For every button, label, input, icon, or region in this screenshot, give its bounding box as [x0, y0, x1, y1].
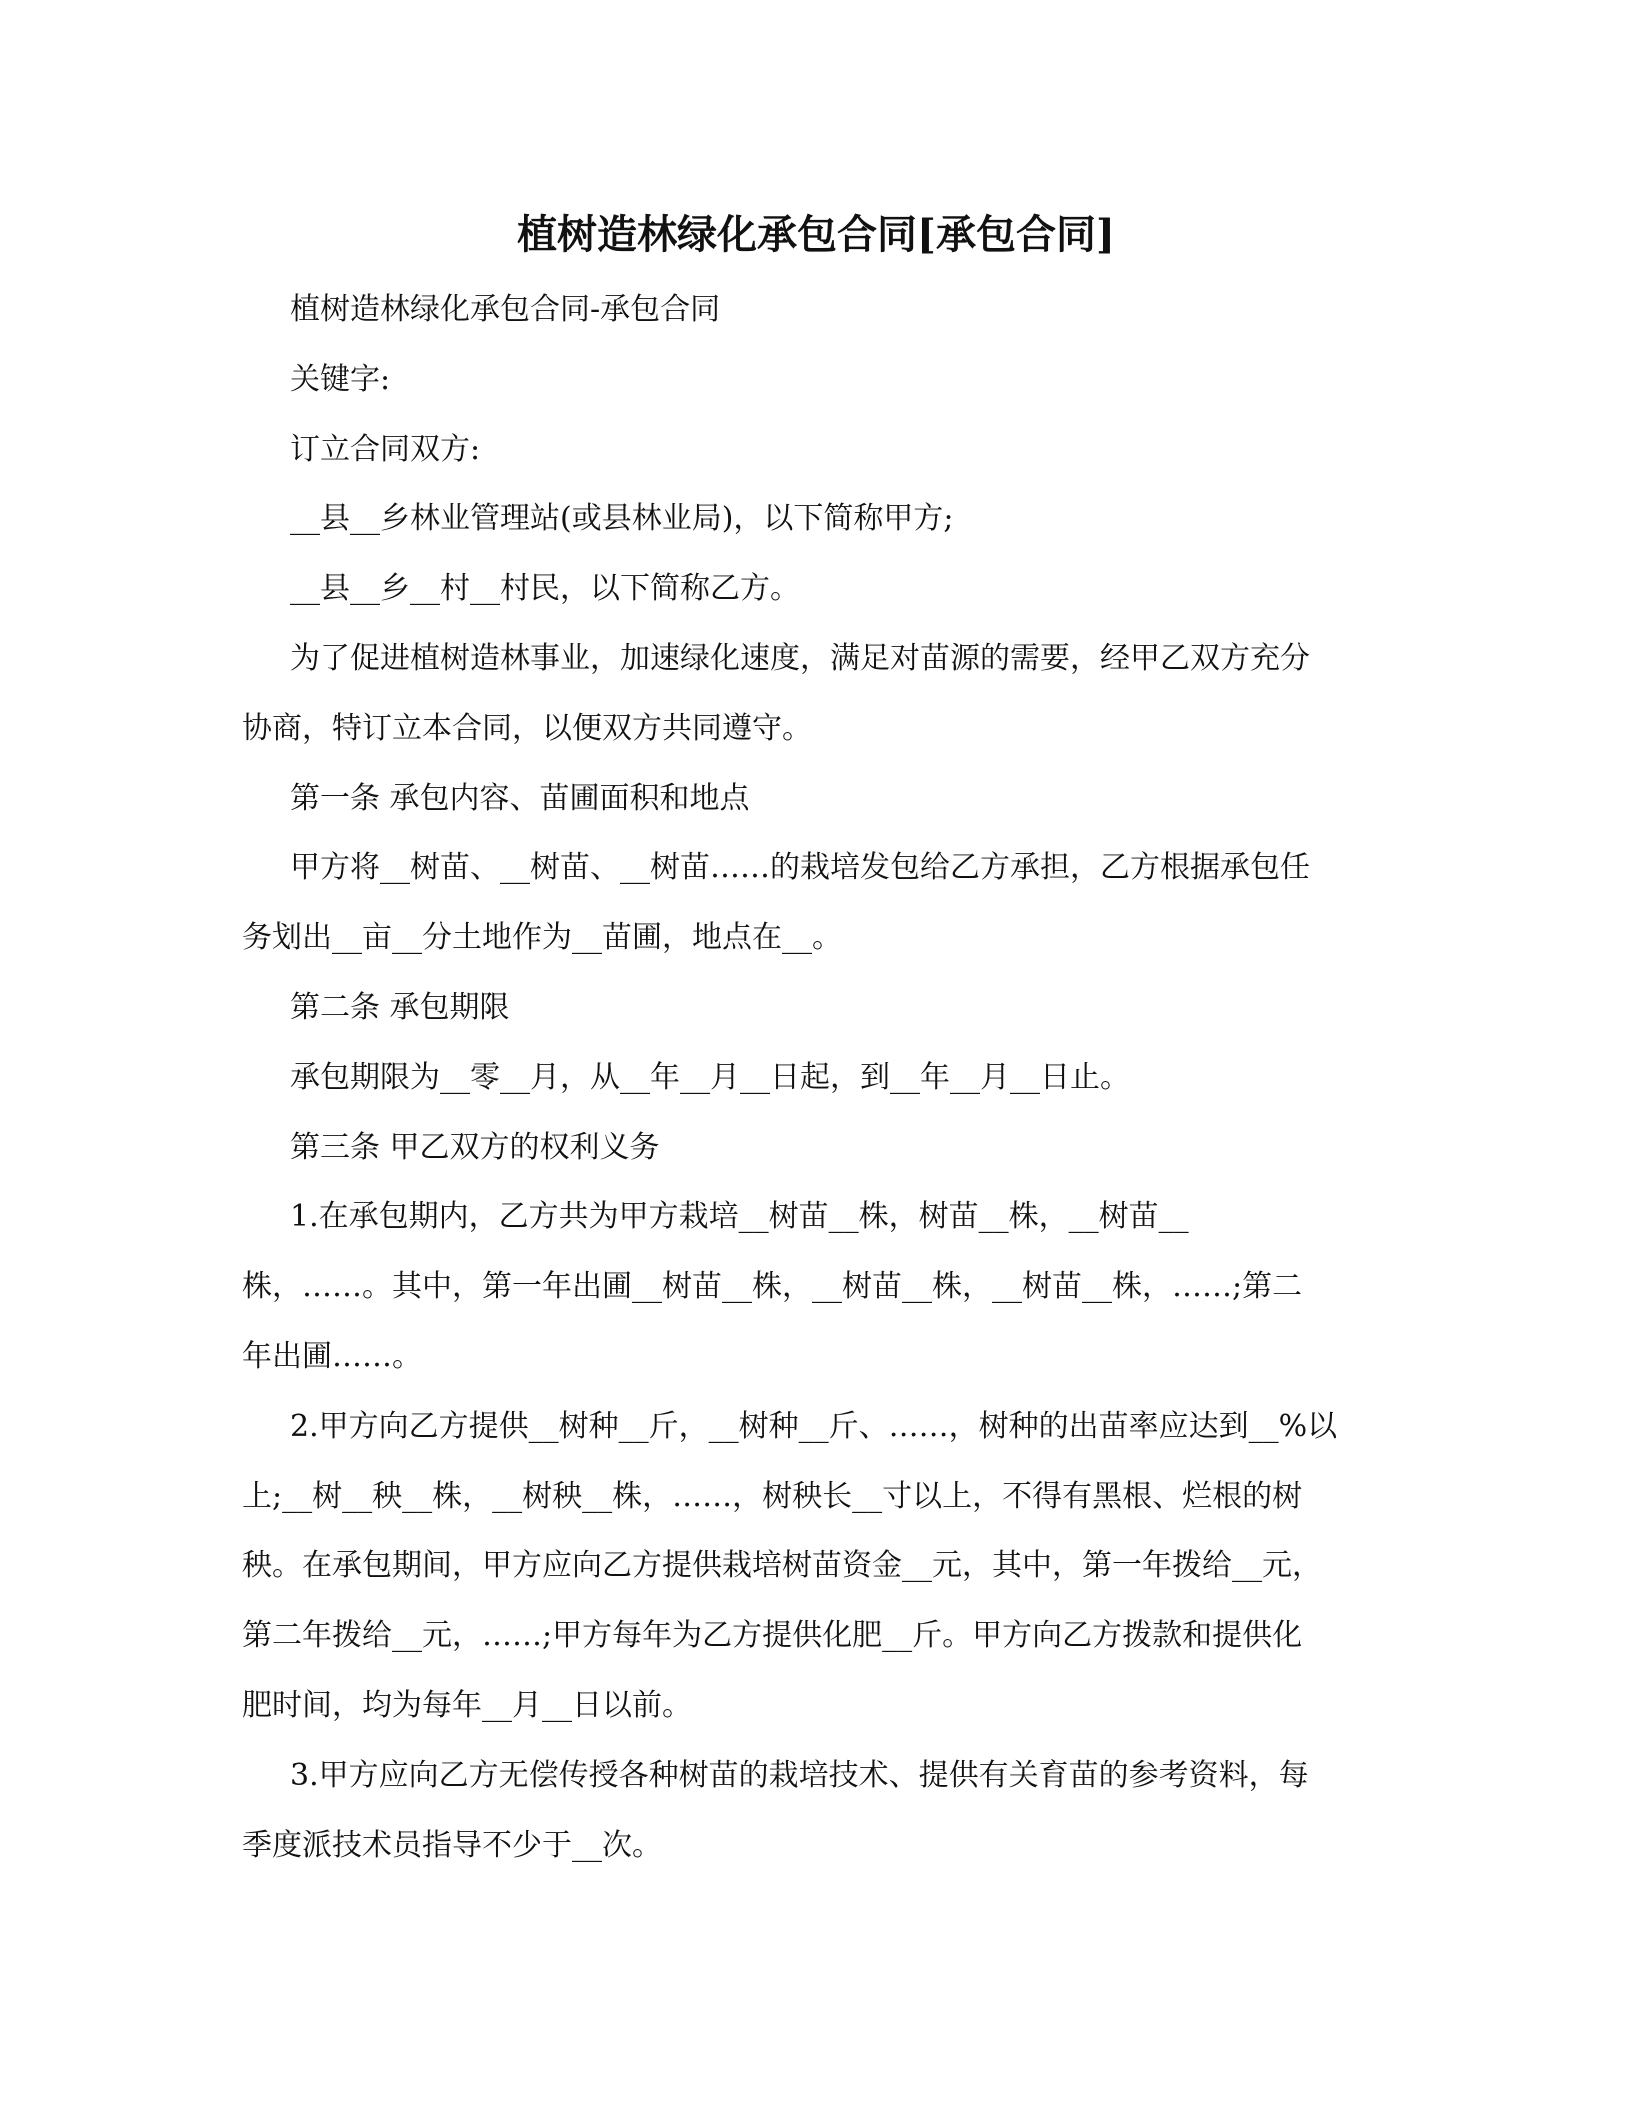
- text-line: 第二年拨给__元，……;甲方每年为乙方提供化肥__斤。甲方向乙方拨款和提供化: [242, 1618, 1303, 1654]
- paragraph: [242, 275, 1392, 345]
- text-line: 协商，特订立本合同，以便双方共同遵守。: [242, 710, 812, 746]
- paragraph: [242, 1741, 1392, 1881]
- paragraph: [242, 624, 1392, 764]
- text-line: 上;__树__秧__株，__树秧__株，……，树秧长__寸以上，不得有黑根、烂根的树: [242, 1478, 1303, 1514]
- paragraph: [242, 973, 1392, 1043]
- text-line: 2.甲方向乙方提供__树种__斤，__树种__斤、……，树种的出苗率应达到__%以: [290, 1408, 1338, 1444]
- paragraph: [242, 484, 1392, 554]
- text-line: 1.在承包期内，乙方共为甲方栽培__树苗__株，树苗__株，__树苗__: [290, 1199, 1189, 1235]
- paragraph: [242, 833, 1392, 973]
- paragraph: [242, 1113, 1392, 1183]
- document-body: [242, 275, 1392, 1880]
- text-line: 务划出__亩__分土地作为__苗圃，地点在__。: [242, 920, 842, 956]
- text-line: 承包期限为__零__月，从__年__月__日起，到__年__月__日止。: [290, 1059, 1130, 1095]
- text-line: 3.甲方应向乙方无偿传授各种树苗的栽培技术、提供有关育苗的参考资料，每: [290, 1757, 1309, 1793]
- text-line: __县__乡林业管理站(或县林业局)，以下简称甲方;: [290, 501, 954, 537]
- text-line: 肥时间，均为每年__月__日以前。: [242, 1687, 692, 1723]
- text-line: 季度派技术员指导不少于__次。: [242, 1827, 662, 1863]
- paragraph: [242, 415, 1392, 485]
- paragraph: [242, 554, 1392, 624]
- paragraph: [242, 764, 1392, 834]
- paragraph: [242, 345, 1392, 415]
- document-title: 植树造林绿化承包合同[承包合同]: [517, 211, 1115, 258]
- text-line: 年出圃……。: [242, 1338, 422, 1374]
- text-line: 关键字:: [290, 361, 391, 397]
- text-line: 第一条 承包内容、苗圃面积和地点: [290, 780, 750, 816]
- text-line: __县__乡__村__村民，以下简称乙方。: [290, 571, 800, 607]
- text-line: 第二条 承包期限: [290, 989, 510, 1025]
- text-line: 订立合同双方:: [290, 431, 481, 467]
- text-line: 甲方将__树苗、__树苗、__树苗……的栽培发包给乙方承担，乙方根据承包任: [290, 850, 1310, 886]
- text-line: 为了促进植树造林事业，加速绿化速度，满足对苗源的需要，经甲乙双方充分: [290, 640, 1310, 676]
- text-line: 秧。在承包期间，甲方应向乙方提供栽培树苗资金__元，其中，第一年拨给__元，: [242, 1548, 1322, 1584]
- paragraph: [242, 1182, 1392, 1391]
- paragraph: [242, 1392, 1392, 1741]
- text-line: 植树造林绿化承包合同-承包合同: [290, 292, 721, 327]
- paragraph: [242, 1043, 1392, 1113]
- text-line: 第三条 甲乙双方的权利义务: [290, 1129, 660, 1165]
- text-line: 株，……。其中，第一年出圃__树苗__株，__树苗__株，__树苗__株，……;第二: [242, 1269, 1303, 1305]
